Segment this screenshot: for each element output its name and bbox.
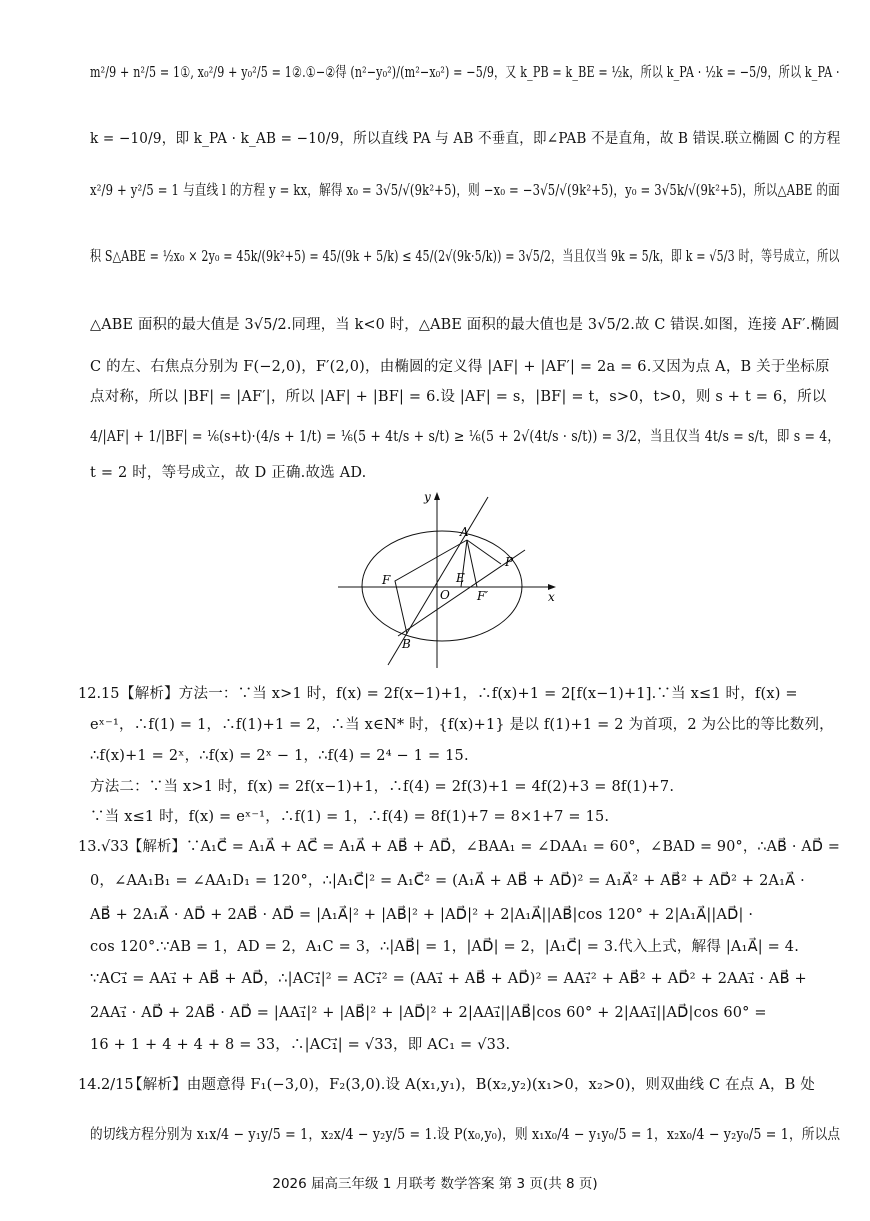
text-line: 的切线方程分别为 x₁x/4 − y₁y/5 = 1，x₂x/4 − y₂y/5 = 1.设 P(x₀,y₀)，则 x₁x₀/4 − y₁y₀/5 = 1，x₂x₀/4 − y₂y₀/5 = 1，所以点 bbox=[90, 1127, 841, 1143]
text-line: △ABE 面积的最大值是 3√5/2.同理，当 k<0 时，△ABE 面积的最大值也是 3√5/2.故 C 错误.如图，连接 AF′.椭圆 bbox=[90, 317, 840, 333]
text-line: k = −10/9，即 k_PA · k_AB = −10/9，所以直线 PA 与 AB 不垂直，即∠PAB 不是直角，故 B 错误.联立椭圆 C 的方程 bbox=[90, 131, 841, 147]
segment-ap bbox=[467, 540, 501, 564]
text-line: ∵AC₁⃗ = AA₁⃗ + AB⃗ + AD⃗，∴|AC₁⃗|² = AC₁⃗² = (AA₁⃗ + AB⃗ + AD⃗)² = AA₁⃗² + AB⃗² + AD⃗² + 2AA₁⃗ · AB⃗ + bbox=[90, 971, 807, 987]
point-a-label: A bbox=[460, 525, 469, 539]
text-line: eˣ⁻¹，∴f(1) = 1，∴f(1)+1 = 2，∴当 x∈N* 时，{f(x)+1} 是以 f(1)+1 = 2 为首项，2 为公比的等比数列， bbox=[90, 717, 834, 733]
text-line: 【解析】∵A₁C⃗ = A₁A⃗ + AC⃗ = A₁A⃗ + AB⃗ + AD⃗，∠BAA₁ = ∠DAA₁ = 60°，∠BAD = 90°，∴AB⃗ · AD⃗ = bbox=[128, 839, 841, 855]
text-line: 2AA₁⃗ · AD⃗ + 2AB⃗ · AD⃗ = |AA₁⃗|² + |AB⃗|² + |AD⃗|² + 2|AA₁⃗||AB⃗|cos 60° + 2|AA₁⃗||AD⃗|cos 60° = bbox=[90, 1005, 767, 1021]
text-line: 【解析】由题意得 F₁(−3,0)，F₂(3,0).设 A(x₁,y₁)，B(x₂,y₂)(x₁>0，x₂>0)，则双曲线 C 在点 A，B 处 bbox=[128, 1077, 816, 1093]
segment-af-prime bbox=[467, 540, 477, 587]
x-axis-label: x bbox=[548, 590, 555, 604]
question-13-number: 13.√33 bbox=[78, 839, 129, 855]
point-p-label: P bbox=[505, 555, 514, 569]
text-line: 点对称，所以 |BF| = |AF′|，所以 |AF| + |BF| = 6.设 |AF| = s，|BF| = t，s>0，t>0，则 s + t = 6，所以 bbox=[90, 389, 827, 405]
text-line: 方法二：∵当 x>1 时，f(x) = 2f(x−1)+1，∴f(4) = 2f(3)+1 = 4f(2)+3 = 8f(1)+7. bbox=[90, 779, 675, 795]
text-line: 【解析】方法一：∵当 x>1 时，f(x) = 2f(x−1)+1，∴f(x)+1 = 2[f(x−1)+1].∵当 x≤1 时，f(x) = bbox=[120, 686, 798, 702]
text-line: 积 S△ABE = ½x₀ × 2y₀ = 45k/(9k²+5) = 45/(9k + 5/k) ≤ 45/(2√(9k·5/k)) = 3√5/2，当且仅当 9k = 5/k，即 k = √5/3 时，等号成立，所以 bbox=[90, 249, 840, 265]
question-12-number: 12.15 bbox=[78, 686, 120, 702]
text-line: 0，∠AA₁B₁ = ∠AA₁D₁ = 120°，∴|A₁C⃗|² = A₁C⃗² = (A₁A⃗ + AB⃗ + AD⃗)² = A₁A⃗² + AB⃗² + AD⃗² + 2A₁A⃗ · bbox=[90, 873, 805, 889]
point-f-prime-label: F′ bbox=[477, 589, 489, 603]
origin-label: O bbox=[440, 588, 450, 602]
text-line: AB⃗ + 2A₁A⃗ · AD⃗ + 2AB⃗ · AD⃗ = |A₁A⃗|² + |AB⃗|² + |AD⃗|² + 2|A₁A⃗||AB⃗|cos 120° + 2|A₁A⃗||AD⃗| · bbox=[90, 907, 754, 923]
text-line: cos 120°.∵AB = 1，AD = 2，A₁C = 3，∴|AB⃗| = 1，|AD⃗| = 2，|A₁C⃗| = 3.代入上式，解得 |A₁A⃗| = 4. bbox=[90, 939, 800, 955]
text-line: m²/9 + n²/5 = 1①, x₀²/9 + y₀²/5 = 1②.①−②得 (n²−y₀²)/(m²−x₀²) = −5/9，又 k_PB = k_BE = ½k，所以 k_PA · ½k = −5/9，所以 k_PA · bbox=[90, 65, 840, 81]
text-line: ∴f(x)+1 = 2ˣ，∴f(x) = 2ˣ − 1，∴f(4) = 2⁴ − 1 = 15. bbox=[90, 748, 469, 764]
point-f-label: F bbox=[382, 573, 391, 587]
point-b-label: B bbox=[402, 637, 411, 651]
text-line: C 的左、右焦点分别为 F(−2,0)，F′(2,0)，由椭圆的定义得 |AF| + |AF′| = 2a = 6.又因为点 A，B 关于坐标原 bbox=[90, 359, 830, 375]
question-14-number: 14.2/15 bbox=[78, 1077, 134, 1093]
text-line: 4/|AF| + 1/|BF| = ⅙(s+t)·(4/s + 1/t) = ⅙(5 + 4t/s + s/t) ≥ ⅙(5 + 2√(4t/s · s/t)) = 3/2，当且仅当 4t/s = s/t，即 s = 4， bbox=[90, 429, 841, 445]
y-axis-label: y bbox=[424, 490, 431, 504]
text-line: 16 + 1 + 4 + 4 + 8 = 33，∴|AC₁⃗| = √33，即 AC₁ = √33. bbox=[90, 1037, 511, 1053]
y-axis-arrow bbox=[434, 492, 440, 500]
text-line: ∵当 x≤1 时，f(x) = eˣ⁻¹，∴f(1) = 1，∴f(4) = 8f(1)+7 = 8×1+7 = 15. bbox=[90, 809, 610, 825]
point-e-label: E bbox=[456, 571, 465, 585]
page-footer: 2026 届高三年级 1 月联考 数学答案 第 3 页(共 8 页) bbox=[272, 1176, 598, 1192]
ellipse-figure bbox=[0, 488, 870, 678]
text-line: t = 2 时，等号成立，故 D 正确.故选 AD. bbox=[90, 465, 367, 481]
text-line: x²/9 + y²/5 = 1 与直线 l 的方程 y = kx，解得 x₀ = 3√5/√(9k²+5)，则 −x₀ = −3√5/√(9k²+5)，y₀ = 3√5k/√(9k²+5)，所以△ABE 的面 bbox=[90, 183, 840, 199]
